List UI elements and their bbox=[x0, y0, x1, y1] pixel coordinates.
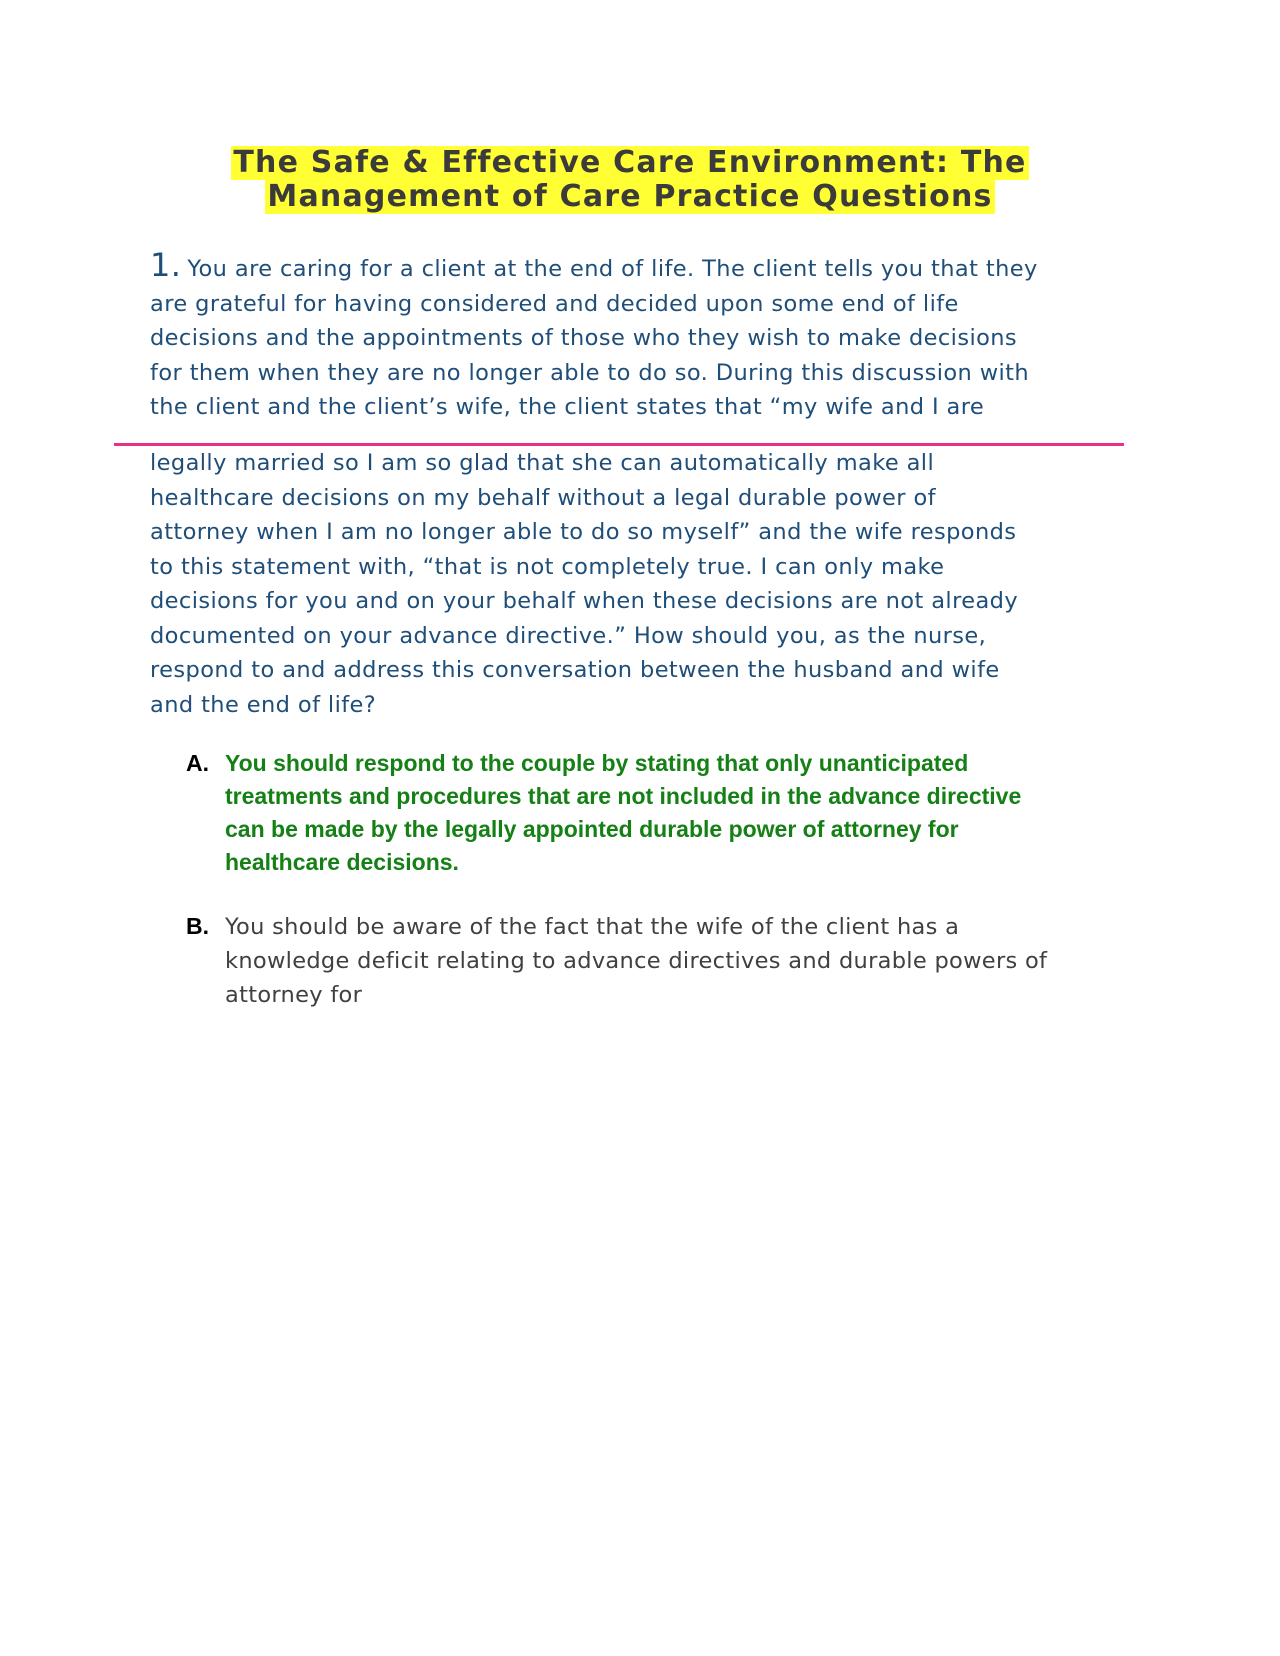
question-line: healthcare decisions on my behalf without a legal durable power of bbox=[150, 484, 936, 511]
option-line: can be made by the legally appointed durable power of attorney for bbox=[225, 816, 959, 842]
question-number: 1. bbox=[150, 246, 182, 284]
question-line-text: You are caring for a client at the end of life. The client tells you that they bbox=[187, 256, 1038, 282]
option-text bbox=[225, 747, 1105, 879]
question-line: are grateful for having considered and decided upon some end of life bbox=[150, 290, 959, 317]
option-line: You should respond to the couple by stating that only unanticipated bbox=[225, 750, 969, 776]
question-line: attorney when I am no longer able to do so myself” and the wife responds bbox=[150, 519, 1017, 545]
question-line: and the end of life? bbox=[150, 691, 377, 718]
option-line: healthcare decisions. bbox=[225, 849, 459, 875]
question-line: respond to and address this conversation between the husband and wife bbox=[150, 657, 1000, 683]
title-line-2: Management of Care Practice Questions bbox=[267, 179, 993, 214]
question-line: decisions and the appointments of those who they wish to make decisions bbox=[150, 325, 1018, 351]
question-text-part-1 bbox=[150, 248, 1130, 425]
question-line bbox=[150, 248, 1130, 287]
question-line: the client and the client’s wife, the client states that “my wife and I are bbox=[150, 394, 985, 420]
question-line: for them when they are no longer able to do so. During this discussion with bbox=[150, 359, 1030, 386]
option-line: You should be aware of the fact that the wife of the client has a bbox=[225, 914, 960, 940]
question-text-part-2 bbox=[150, 446, 1130, 722]
question-line: legally married so I am so glad that she can automatically make all bbox=[150, 450, 935, 476]
page-title bbox=[150, 146, 1110, 214]
option-line: attorney for bbox=[225, 982, 363, 1008]
option-letter: B. bbox=[186, 913, 209, 939]
question-line: to this statement with, “that is not completely true. I can only make bbox=[150, 553, 945, 580]
option-line: knowledge deficit relating to advance directives and durable powers of bbox=[225, 948, 1048, 974]
option-text bbox=[225, 910, 1105, 1012]
question-line: decisions for you and on your behalf when these decisions are not already bbox=[150, 588, 1019, 614]
title-line-1: The Safe & Effective Care Environment: The bbox=[233, 145, 1027, 180]
option-line: treatments and procedures that are not included in the advance directive bbox=[225, 783, 1022, 809]
question-line: documented on your advance directive.” How should you, as the nurse, bbox=[150, 622, 987, 649]
option-letter: A. bbox=[186, 750, 209, 776]
